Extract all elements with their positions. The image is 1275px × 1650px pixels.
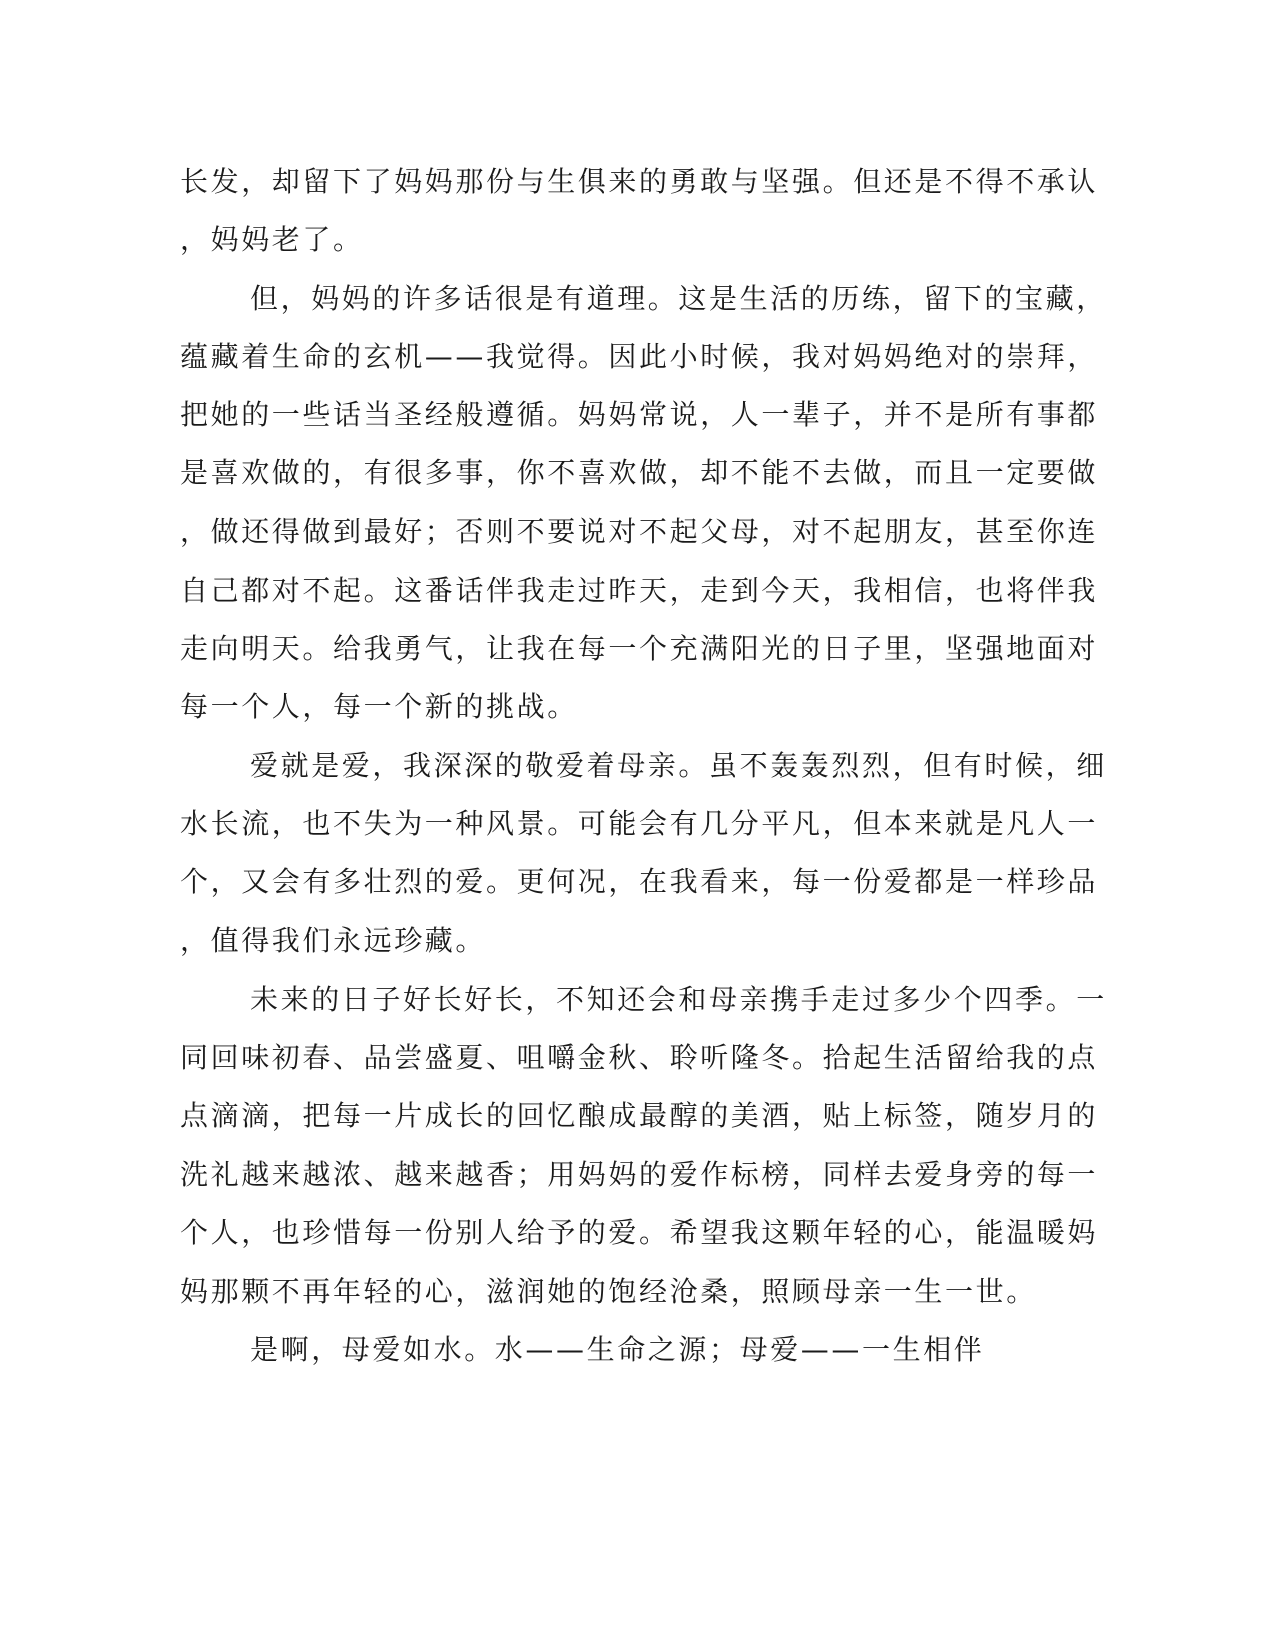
text-line: ，做还得做到最好；否则不要说对不起父母，对不起朋友，甚至你连 — [180, 515, 1099, 548]
text-line: 走向明天。给我勇气，让我在每一个充满阳光的日子里，坚强地面对 — [180, 632, 1099, 665]
text-line: ，值得我们永远珍藏。 — [180, 924, 487, 957]
text-line: 同回味初春、品尝盛夏、咀嚼金秋、聆听隆冬。拾起生活留给我的点 — [180, 1041, 1099, 1074]
text-line: 蕴藏着生命的玄机——我觉得。因此小时候，我对妈妈绝对的崇拜， — [180, 340, 1099, 373]
paragraph-first-line: 未来的日子好长好长，不知还会和母亲携手走过多少个四季。一 — [250, 983, 1107, 1016]
text-line: 个，又会有多壮烈的爱。更何况，在我看来，每一份爱都是一样珍品 — [180, 865, 1099, 898]
text-line: 点滴滴，把每一片成长的回忆酿成最醇的美酒，贴上标签，随岁月的 — [180, 1099, 1099, 1132]
paragraph-first-line: 是啊，母爱如水。水——生命之源；母爱——一生相伴 — [250, 1333, 985, 1366]
paragraph-first-line: 但，妈妈的许多话很是有道理。这是生活的历练，留下的宝藏， — [250, 282, 1107, 315]
text-line: ，妈妈老了。 — [180, 223, 364, 256]
text-line: 个人，也珍惜每一份别人给予的爱。希望我这颗年轻的心，能温暖妈 — [180, 1216, 1099, 1249]
text-line: 自己都对不起。这番话伴我走过昨天，走到今天，我相信，也将伴我 — [180, 574, 1099, 607]
text-line: 是喜欢做的，有很多事，你不喜欢做，却不能不去做，而且一定要做 — [180, 456, 1099, 489]
text-line: 每一个人，每一个新的挑战。 — [180, 690, 578, 723]
text-line: 长发，却留下了妈妈那份与生俱来的勇敢与坚强。但还是不得不承认 — [180, 165, 1099, 198]
paragraph-first-line: 爱就是爱，我深深的敬爱着母亲。虽不轰轰烈烈，但有时候，细 — [250, 749, 1107, 782]
text-line: 洗礼越来越浓、越来越香；用妈妈的爱作标榜，同样去爱身旁的每一 — [180, 1158, 1099, 1191]
text-line: 水长流，也不失为一种风景。可能会有几分平凡，但本来就是凡人一 — [180, 807, 1099, 840]
text-line: 把她的一些话当圣经般遵循。妈妈常说，人一辈子，并不是所有事都 — [180, 398, 1099, 431]
text-line: 妈那颗不再年轻的心，滋润她的饱经沧桑，照顾母亲一生一世。 — [180, 1275, 1037, 1308]
